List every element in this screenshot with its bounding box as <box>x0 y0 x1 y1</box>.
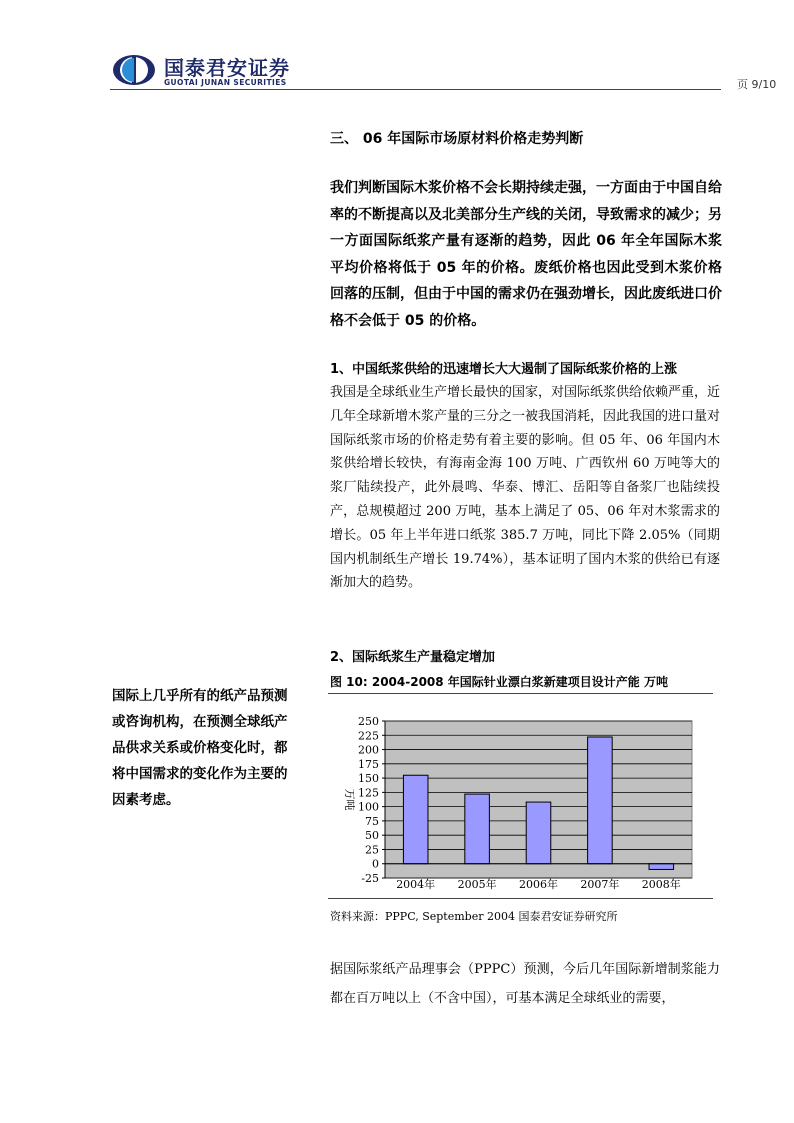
figure-title: 图 10: 2004-2008 年国际针业漂白浆新建项目设计产能 万吨 <box>330 675 668 689</box>
page-number: 页 9/10 <box>737 78 777 91</box>
y-tick-label: 50 <box>365 829 379 843</box>
x-tick-label: 2005年 <box>457 878 497 891</box>
y-tick-label: 100 <box>358 800 379 814</box>
bar-2006年 <box>526 802 551 864</box>
y-axis-title: 万吨 <box>343 788 356 811</box>
section-title: 三、 06 年国际市场原材料价格走势判断 <box>330 131 584 147</box>
logo-mark-icon <box>112 54 156 86</box>
x-tick-label: 2008年 <box>641 878 681 891</box>
figure-top-rule <box>328 693 713 694</box>
x-tick-label: 2007年 <box>580 878 620 891</box>
subsection-2-heading: 2、国际纸浆生产量稳定增加 <box>330 650 496 665</box>
side-note: 国际上几乎所有的纸产品预测或咨询机构，在预测全球纸产品供求关系或价格变化时，都将中国需求的变化作为主要的因素考虑。 <box>112 688 288 808</box>
subsection-1-body: 我国是全球纸业生产增长最快的国家，对国际纸浆供给依赖严重，近几年全球新增木浆产量的三分之一被我国消耗，因此我国的进口量对国际纸浆市场的价格走势有着主要的影响。但 05 年、06 年国内木浆供给增长较快，有海南金海 100 万吨、广西钦州 60 万吨等大的浆厂陆续投产，此外晨鸣、华泰、博汇、岳阳等自备浆厂也陆续投产，总规模超过 200 万吨，基本上满足了 05、06 年对木浆需求的增长。05 年上半年进口纸浆 385.7 万吨，同比下降 2.05%（同期国内机制纸生产增长 19.74%），基本证明了国内木浆的供给已有逐渐加大的趋势。 <box>330 385 721 591</box>
y-tick-label: 150 <box>358 772 379 786</box>
bar-chart <box>328 703 713 903</box>
x-tick-label: 2006年 <box>519 878 558 891</box>
figure-source: 资料来源：PPPC, September 2004 国泰君安证券研究所 <box>330 910 618 923</box>
y-tick-label: 75 <box>365 814 379 828</box>
y-tick-label: 175 <box>358 757 379 771</box>
y-tick-label: 0 <box>372 857 379 871</box>
bar-2005年 <box>465 794 490 864</box>
y-tick-label: 225 <box>358 729 379 743</box>
header-divider <box>110 89 721 90</box>
y-tick-label: 200 <box>358 743 379 757</box>
closing-paragraph: 据国际浆纸产品理事会（PPPC）预测，今后几年国际新增制浆能力都在百万吨以上（不含中国），可基本满足全球纸业的需要， <box>330 962 720 1006</box>
company-name-cn: 国泰君安证券 <box>164 56 290 80</box>
y-tick-label: 250 <box>358 715 379 728</box>
company-logo <box>112 52 312 88</box>
company-name-en: GUOTAI JUNAN SECURITIES <box>164 78 287 87</box>
y-tick-label: -25 <box>361 872 379 885</box>
y-tick-label: 125 <box>358 786 379 800</box>
subsection-1-heading: 1、中国纸浆供给的迅速增长大大遏制了国际纸浆价格的上涨 <box>330 362 678 377</box>
bar-2007年 <box>588 737 613 864</box>
bar-2008年 <box>649 864 674 870</box>
bar-2004年 <box>403 775 428 863</box>
figure-bottom-rule <box>328 898 713 899</box>
intro-paragraph: 我们判断国际木浆价格不会长期持续走强，一方面由于中国自给率的不断提高以及北美部分生产线的关闭，导致需求的减少；另一方面国际纸浆产量有逐渐的趋势，因此 06 年全年国际木浆平均价格将低于 05 年的价格。废纸价格也因此受到木浆价格回落的压制，但由于中国的需求仍在强劲增长，因此废纸进口价格不会低于 05 的价格。 <box>330 180 722 329</box>
x-tick-label: 2004年 <box>396 878 436 891</box>
y-tick-label: 25 <box>365 843 379 857</box>
